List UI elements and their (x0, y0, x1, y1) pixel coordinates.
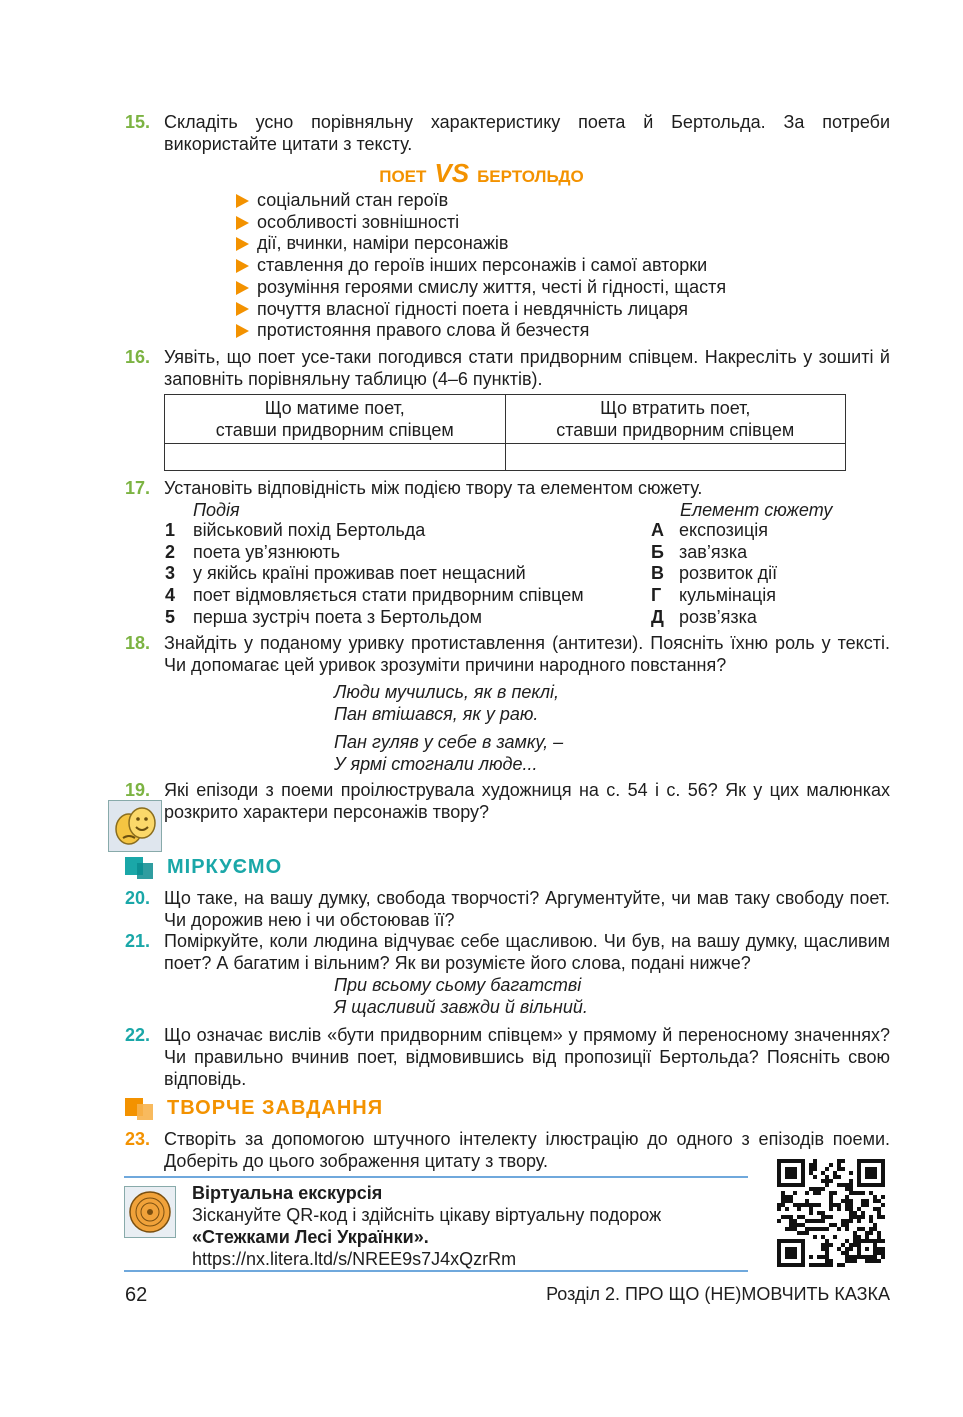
question-22 (125, 1024, 890, 1090)
section-title: ТВОРЧЕ ЗАВДАННЯ (167, 1097, 384, 1119)
question-text: Що таке, на вашу думку, свобода творчості? Аргументуйте, чи мав таку свободу поет. Чи дорожив нею і чи обстоював її? (164, 888, 890, 930)
elements-list (651, 520, 777, 629)
teal-squares-icon (125, 857, 155, 879)
bullet-list (236, 190, 726, 342)
question-23 (125, 1128, 890, 1172)
comparison-table (164, 394, 846, 471)
footer-section-title: Розділ 2. ПРО ЩО (НЕ)МОВЧИТЬ КАЗКА (546, 1284, 890, 1304)
virtual-line2: «Стежками Лесі Українки». (192, 1227, 429, 1247)
triangle-bullet-icon (236, 237, 249, 251)
triangle-bullet-icon (236, 194, 249, 208)
question-number: 15. (125, 112, 151, 132)
question-number: 17. (125, 478, 151, 498)
theater-masks-icon (108, 800, 162, 852)
vs-mid: VS (434, 158, 470, 188)
table-cell (165, 444, 506, 471)
question-16 (125, 346, 890, 390)
poem-excerpt: При всьому сьому багатстві Я щасливий завжди й вільний. (334, 975, 588, 1017)
question-text: Створіть за допомогою штучного інтелекту ілюстрацію до одного з епізодів поеми. Доберіть до цього зображення цитату з твору. (164, 1129, 890, 1171)
virtual-excursion-text (192, 1182, 661, 1270)
triangle-bullet-icon (236, 302, 249, 316)
question-text: Уявіть, що поет усе-таки погодився стати придворним співцем. Накресліть у зошиті й заповніть порівняльну таблицю (4–6 пунктів). (164, 347, 890, 389)
list-item: соціальний стан героїв (236, 190, 726, 212)
virtual-excursion-box (124, 1176, 748, 1272)
question-15 (125, 111, 890, 155)
triangle-bullet-icon (236, 324, 249, 338)
virtual-line1: Зіскануйте QR-код і здійсніть цікаву віртуальну подорож (192, 1205, 662, 1225)
table-header-cell: Що втратить поет, ставши придворним співцем (505, 395, 846, 444)
triangle-bullet-icon (236, 216, 249, 230)
question-number: 23. (125, 1129, 151, 1149)
vs-heading (0, 158, 963, 189)
table-header-cell: Що матиме поет, ставши придворним співцем (165, 395, 506, 444)
question-18 (125, 632, 890, 676)
list-item: протистояння правого слова й безчестя (236, 320, 726, 342)
list-item: 3 у якійсь країні проживав поет нещасний (165, 563, 526, 584)
section-heading-reflect (125, 856, 282, 879)
list-item: 5 перша зустріч поета з Бертольдом (165, 606, 483, 627)
question-19 (125, 779, 890, 823)
qr-code-icon[interactable] (777, 1158, 885, 1268)
list-item: почуття власної гідності поета і невдячність лицаря (236, 299, 726, 321)
question-number: 16. (125, 347, 151, 367)
list-item: Б зав’язка (651, 541, 748, 562)
question-text: Знайдіть у поданому уривку протиставлення (антитези). Поясніть їхню роль у тексті. Чи допомагає цей уривок зрозуміти причини народного повстання? (164, 633, 890, 675)
list-item: особливості зовнішності (236, 212, 726, 234)
question-text: Складіть усно порівняльну характеристику поета й Бертольда. За потреби використайте цитати з тексту. (164, 112, 890, 154)
question-number: 22. (125, 1025, 151, 1045)
question-text: Установіть відповідність між подією твору та елементом сюжету. (164, 478, 703, 498)
section-heading-creative (125, 1097, 383, 1120)
triangle-bullet-icon (236, 259, 249, 273)
list-item: Г кульмінація (651, 585, 776, 606)
vs-right: БЕРТОЛЬДО (477, 167, 584, 186)
list-item: Д розв’язка (651, 606, 757, 627)
question-20 (125, 887, 890, 931)
poem-excerpt: Люди мучились, як в пеклі, Пан втішався, як у раю. Пан гуляв у себе в замку, – У ярмі стогнали люде... (334, 682, 564, 774)
vinyl-record-icon (124, 1186, 176, 1238)
question-number: 18. (125, 633, 151, 653)
list-item: А експозиція (651, 520, 769, 540)
virtual-url[interactable]: https://nx.litera.ltd/s/NREE9s7J4xQzrRm (192, 1249, 517, 1269)
question-text: Поміркуйте, коли людина відчуває себе щасливою. Чи був, на вашу думку, щасливим поет? А багатим і вільним? Як ви розумієте його слова, подані нижче? (164, 931, 890, 973)
question-number: 19. (125, 780, 151, 800)
virtual-title: Віртуальна екскурсія (192, 1183, 383, 1203)
events-list (165, 520, 584, 629)
question-number: 20. (125, 888, 151, 908)
list-item: дії, вчинки, наміри персонажів (236, 233, 726, 255)
elements-heading: Елемент сюжету (680, 500, 833, 520)
question-17 (125, 477, 890, 499)
list-item: розуміння героями смислу життя, честі й гідності, щастя (236, 277, 726, 299)
orange-squares-icon (125, 1098, 155, 1120)
question-21 (125, 930, 890, 974)
section-title: МІРКУЄМО (167, 856, 283, 878)
question-text: Що означає вислів «бути придворним співцем» у прямому й переносному значеннях? Чи правильно вчинив поет, відмовившись від пропозиції Бертольда? Поясніть свою відповідь. (164, 1025, 890, 1089)
list-item: 2 поета ув’язнюють (165, 541, 340, 562)
events-heading: Подія (193, 500, 240, 520)
list-item: 4 поет відмовляється стати придворним співцем (165, 585, 584, 606)
table-cell (505, 444, 846, 471)
vs-left: ПОЕТ (379, 167, 427, 186)
list-item: 1 військовий похід Бертольда (165, 520, 426, 540)
list-item: В розвиток дії (651, 563, 778, 584)
question-text: Які епізоди з поеми проілюструвала художниця на с. 54 і с. 56? Як у цих малюнках розкрито характери персонажів твору? (164, 780, 890, 822)
question-number: 21. (125, 931, 151, 951)
list-item: ставлення до героїв інших персонажів і самої авторки (236, 255, 726, 277)
triangle-bullet-icon (236, 281, 249, 295)
page-number: 62 (125, 1284, 148, 1306)
